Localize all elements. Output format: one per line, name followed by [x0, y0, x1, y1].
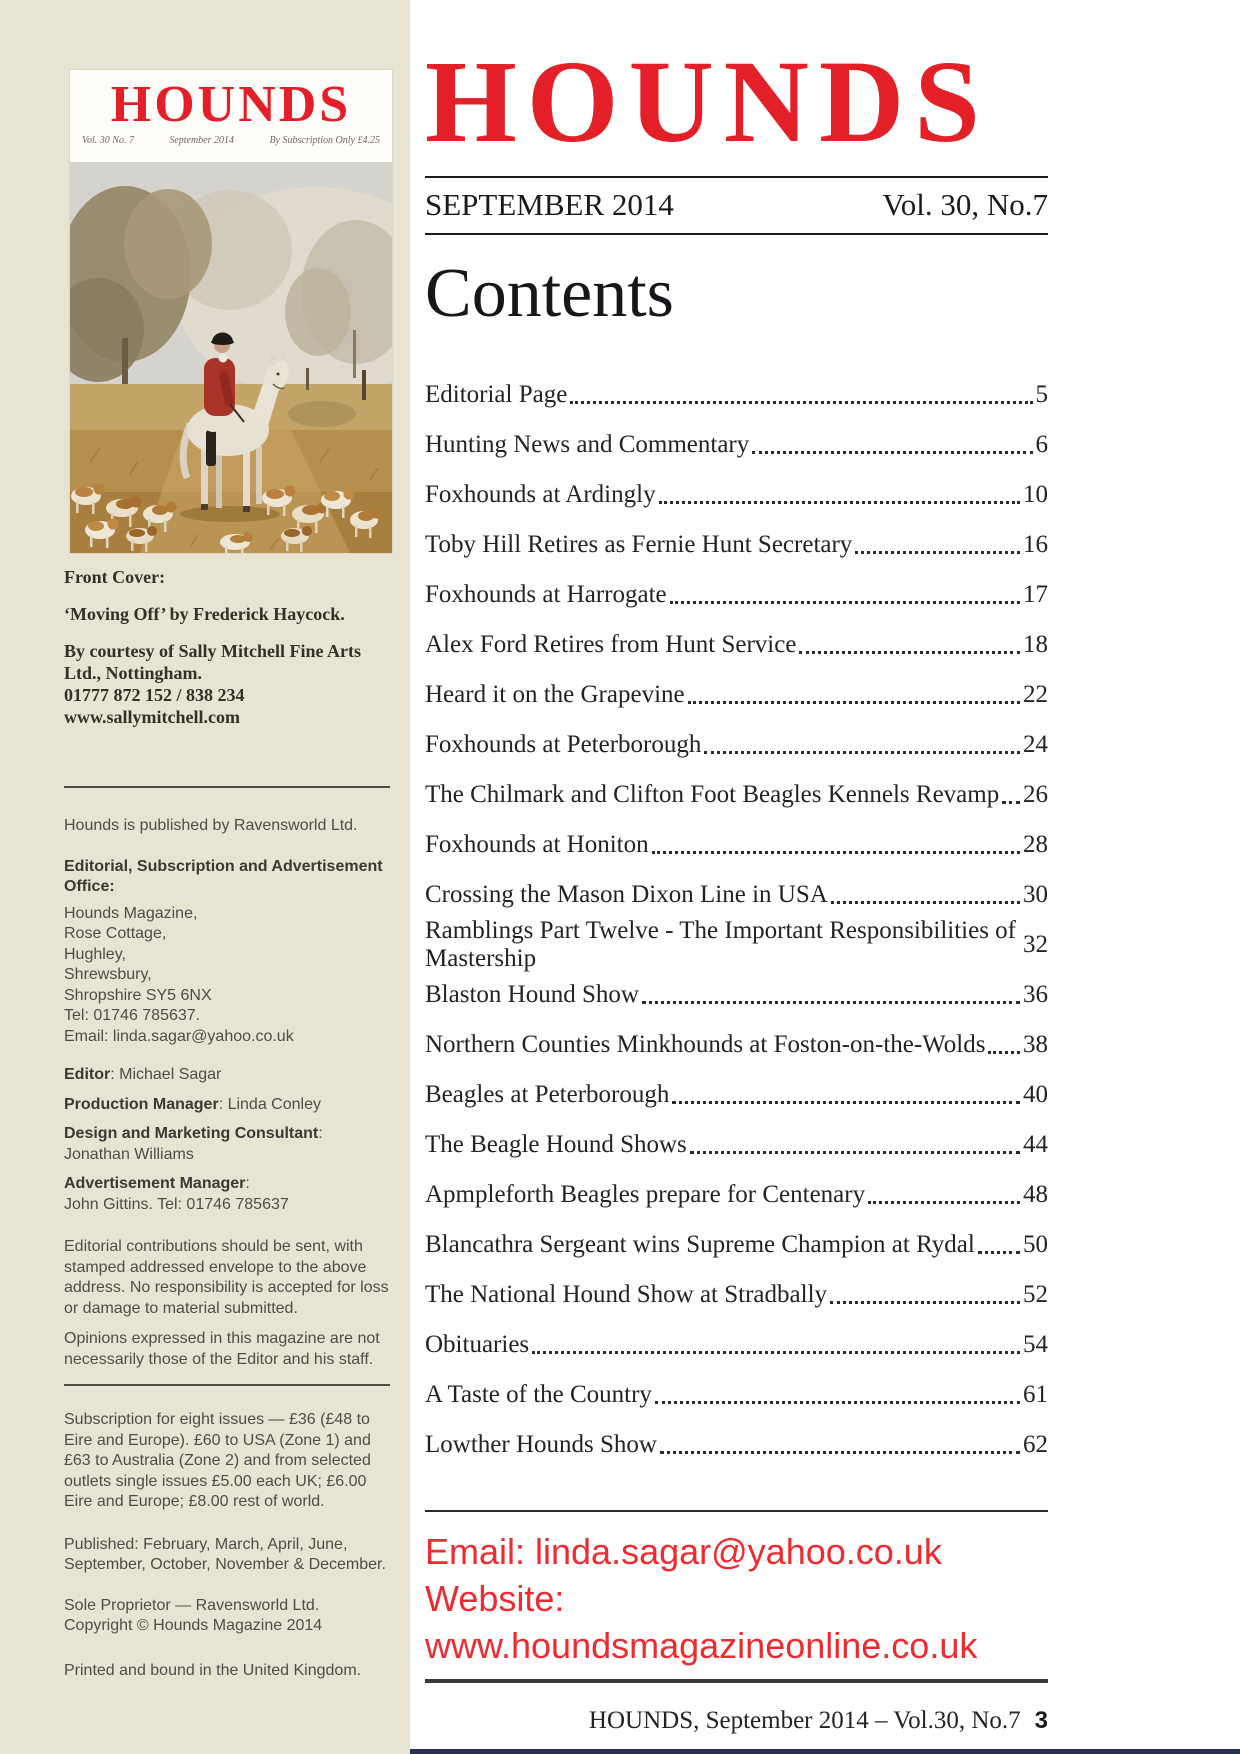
cover-date: September 2014: [169, 134, 235, 146]
dot-leader: [570, 401, 1032, 404]
dot-leader: [868, 1201, 1020, 1204]
proprietor-line: Sole Proprietor — Ravensworld Ltd. Copyright © Hounds Magazine 2014: [64, 1596, 390, 1637]
staff-production-manager: Production Manager: Linda Conley: [64, 1095, 321, 1113]
staff-list: [64, 1065, 390, 1215]
footer-rule: [425, 1679, 1048, 1683]
toc-title: Ramblings Part Twelve - The Important Responsibilities of Mastership: [425, 917, 1017, 973]
toc-entry: [425, 1420, 1048, 1470]
dot-leader: [660, 1451, 1020, 1454]
subscription-info: Subscription for eight issues — £36 (£48 to Eire and Europe). £60 to USA (Zone 1) and £63 to Australia (Zone 2) and from selected outlets single issues £5.00 each UK; £6.00 Eire and Europe; £8.00 rest of world.: [64, 1411, 371, 1510]
toc-page-number: 10: [1023, 481, 1048, 509]
dot-leader: [704, 751, 1020, 754]
cover-subscription: By Subscription Only £4.25: [269, 134, 380, 146]
toc-page-number: 54: [1023, 1331, 1048, 1359]
toc-title: Blaston Hound Show: [425, 981, 639, 1009]
address-line: Email: linda.sagar@yahoo.co.uk: [64, 1027, 294, 1045]
front-cover-phone: 01777 872 152 / 838 234: [64, 685, 245, 705]
dot-leader: [799, 651, 1020, 654]
table-of-contents: [425, 370, 1048, 1470]
page-footer: [425, 1707, 1048, 1735]
toc-page-number: 50: [1023, 1231, 1048, 1259]
dot-leader: [655, 1401, 1020, 1404]
toc-title: Apmpleforth Beagles prepare for Centenary: [425, 1181, 866, 1209]
dot-leader: [688, 701, 1020, 704]
contributions-notice: Editorial contributions should be sent, with stamped addressed envelope to the above address. No responsibility is accepted for loss or damage to material submitted.: [64, 1238, 389, 1317]
toc-title: Toby Hill Retires as Fernie Hunt Secretary: [425, 531, 853, 559]
issue-volume: Vol. 30, No.7: [882, 186, 1048, 222]
toc-title: Lowther Hounds Show: [425, 1431, 657, 1459]
contact-email: Email: linda.sagar@yahoo.co.uk: [425, 1531, 942, 1573]
toc-page-number: 44: [1023, 1131, 1048, 1159]
sidebar: [0, 0, 410, 1754]
staff-advertisement-manager: Advertisement Manager: John Gittins. Tel: 01746 785637: [64, 1175, 289, 1213]
toc-title: Hunting News and Commentary: [425, 431, 750, 459]
contents-heading: Contents: [425, 254, 674, 332]
dot-leader: [690, 1151, 1020, 1154]
dot-leader: [855, 551, 1020, 554]
dot-leader: [978, 1251, 1020, 1254]
toc-page-number: 38: [1023, 1031, 1048, 1059]
masthead-title: HOUNDS: [425, 36, 990, 167]
toc-page-number: 24: [1023, 731, 1048, 759]
magazine-cover: [70, 70, 392, 553]
dot-leader: [659, 501, 1020, 504]
toc-entry: [425, 520, 1048, 570]
front-cover-heading: Front Cover:: [64, 567, 166, 587]
toc-title: The Beagle Hound Shows: [425, 1131, 687, 1159]
issue-row: [425, 178, 1048, 233]
toc-title: Alex Ford Retires from Hunt Service: [425, 631, 797, 659]
toc-page-number: 17: [1023, 581, 1048, 609]
toc-entry: [425, 1170, 1048, 1220]
printed-line: Printed and bound in the United Kingdom.: [64, 1661, 362, 1679]
footer-text: HOUNDS, September 2014 – Vol.30, No.7: [588, 1707, 1021, 1735]
sidebar-divider: [64, 1384, 390, 1386]
toc-title: Foxhounds at Ardingly: [425, 481, 656, 509]
toc-entry: [425, 1120, 1048, 1170]
dot-leader: [642, 1001, 1020, 1004]
staff-editor: Editor: Michael Sagar: [64, 1066, 222, 1083]
toc-entry: [425, 620, 1048, 670]
toc-page-number: 32: [1023, 931, 1048, 959]
toc-entry: [425, 1020, 1048, 1070]
toc-title: Beagles at Peterborough: [425, 1081, 670, 1109]
cover-masthead: [70, 70, 392, 162]
toc-entry: [425, 1370, 1048, 1420]
toc-page-number: 16: [1023, 531, 1048, 559]
contact-website: Website: www.houndsmagazineonline.co.uk: [425, 1578, 978, 1667]
toc-title: Editorial Page: [425, 381, 568, 409]
toc-title: Crossing the Mason Dixon Line in USA: [425, 881, 828, 909]
dot-leader: [830, 1301, 1020, 1304]
toc-entry: [425, 970, 1048, 1020]
dot-leader: [652, 851, 1020, 854]
opinions-notice: Opinions expressed in this magazine are not necessarily those of the Editor and his staff.: [64, 1330, 380, 1368]
address-line: Shropshire SY5 6NX: [64, 986, 212, 1004]
dot-leader: [752, 451, 1032, 454]
dot-leader: [672, 1101, 1020, 1104]
publication-schedule: Published: February, March, April, June, September, October, November & December.: [64, 1535, 386, 1573]
dot-leader: [1002, 801, 1020, 804]
toc-entry: [425, 420, 1048, 470]
toc-title: Foxhounds at Honiton: [425, 831, 649, 859]
toc-page-number: 28: [1023, 831, 1048, 859]
contact-rule: [425, 1510, 1048, 1512]
toc-entry: [425, 1270, 1048, 1320]
dot-leader: [670, 601, 1020, 604]
toc-page-number: 40: [1023, 1081, 1048, 1109]
copyright-line: Copyright © Hounds Magazine 2014: [64, 1617, 323, 1634]
contact-block: [425, 1528, 1048, 1669]
toc-page-number: 30: [1023, 881, 1048, 909]
cover-painting: [70, 162, 392, 553]
publisher-line: Hounds is published by Ravensworld Ltd.: [64, 817, 358, 834]
contents-page: [425, 0, 1048, 1735]
toc-title: Foxhounds at Peterborough: [425, 731, 702, 759]
toc-page-number: 48: [1023, 1181, 1048, 1209]
front-cover-artwork: ‘Moving Off’ by Frederick Haycock.: [64, 604, 345, 624]
toc-title: The Chilmark and Clifton Foot Beagles Kennels Revamp: [425, 781, 1000, 809]
address-line: Rose Cottage,: [64, 925, 167, 942]
dot-leader: [532, 1351, 1020, 1354]
toc-title: Heard it on the Grapevine: [425, 681, 685, 709]
office-address: [64, 904, 390, 1048]
address-line: Hounds Magazine,: [64, 904, 198, 922]
front-cover-courtesy: By courtesy of Sally Mitchell Fine Arts Ltd., Nottingham.: [64, 641, 361, 683]
footer-page-number: 3: [1034, 1707, 1048, 1735]
toc-entry: [425, 1220, 1048, 1270]
office-heading: Editorial, Subscription and Advertisement Office:: [64, 857, 383, 895]
dot-leader: [831, 901, 1020, 904]
sidebar-divider: [64, 786, 390, 788]
toc-entry: [425, 820, 1048, 870]
toc-title: Blancathra Sergeant wins Supreme Champion at Rydal: [425, 1231, 975, 1259]
header-rule-bottom: [425, 233, 1048, 235]
dot-leader: [988, 1051, 1020, 1054]
issue-date: SEPTEMBER 2014: [425, 186, 674, 222]
toc-title: Obituaries: [425, 1331, 530, 1359]
toc-title: Northern Counties Minkhounds at Foston-on-the-Wolds: [425, 1031, 986, 1059]
toc-page-number: 36: [1023, 981, 1048, 1009]
toc-page-number: 61: [1023, 1381, 1048, 1409]
toc-entry: [425, 1070, 1048, 1120]
toc-page-number: 18: [1023, 631, 1048, 659]
cover-vol: Vol. 30 No. 7: [82, 134, 134, 146]
toc-page-number: 6: [1035, 431, 1048, 459]
toc-page-number: 5: [1035, 381, 1048, 409]
toc-entry: [425, 917, 1048, 973]
toc-entry: [425, 670, 1048, 720]
address-line: Tel: 01746 785637.: [64, 1007, 201, 1024]
toc-title: A Taste of the Country: [425, 1381, 652, 1409]
toc-entry: [425, 470, 1048, 520]
toc-entry: [425, 370, 1048, 420]
toc-page-number: 26: [1023, 781, 1048, 809]
front-cover-website: www.sallymitchell.com: [64, 707, 240, 727]
page-bottom-strip: [410, 1749, 1240, 1754]
toc-entry: [425, 1320, 1048, 1370]
toc-entry: [425, 870, 1048, 920]
address-line: Hughley,: [64, 945, 126, 963]
cover-title: HOUNDS: [110, 76, 352, 133]
toc-page-number: 62: [1023, 1431, 1048, 1459]
toc-entry: [425, 770, 1048, 820]
sidebar-text: [64, 566, 390, 1681]
address-line: Shrewsbury,: [64, 966, 152, 983]
toc-entry: [425, 720, 1048, 770]
staff-design-consultant: Design and Marketing Consultant: Jonathan Williams: [64, 1125, 323, 1163]
toc-page-number: 22: [1023, 681, 1048, 709]
toc-page-number: 52: [1023, 1281, 1048, 1309]
toc-entry: [425, 570, 1048, 620]
toc-title: Foxhounds at Harrogate: [425, 581, 667, 609]
toc-title: The National Hound Show at Stradbally: [425, 1281, 828, 1309]
cover-meta: [70, 133, 392, 146]
